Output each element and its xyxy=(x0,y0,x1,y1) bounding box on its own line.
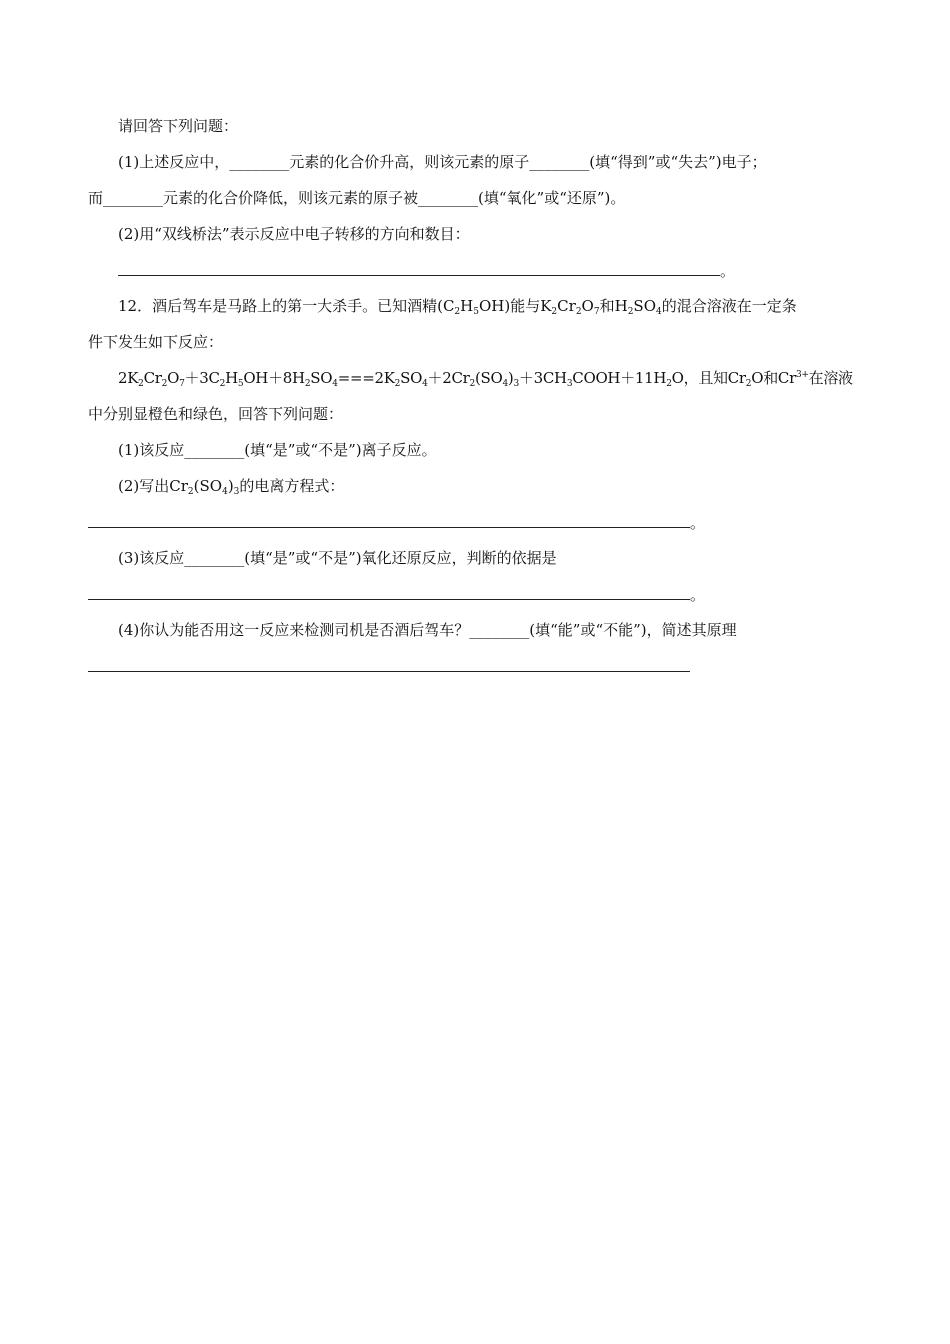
sub-question-4: (4)你认为能否用这一反应来检测司机是否酒后驾车？________(填“能”或“不能”)，简述其原理 xyxy=(118,621,737,639)
sub-question-3: (3)该反应________(填“是”或“不是”)氧化还原反应，判断的依据是 xyxy=(118,549,557,567)
subscript: 2 xyxy=(454,307,461,317)
subscript: 2 xyxy=(627,307,634,317)
subscript: 2 xyxy=(551,307,558,317)
subscript: 4 xyxy=(422,379,428,389)
subscript: 2 xyxy=(187,487,194,497)
subscript: 4 xyxy=(656,307,662,317)
reaction-equation: $2K_2Cr_2O_7+3C_2H_5OH+8H_2SO_4===2K_2SO_4+2Cr_2(SO_4)_3+3CH_3COOH+11H_2O$，且知$Cr_2O$和$Cr^{3+}$在溶液 xyxy=(118,369,853,389)
subscript: 5 xyxy=(473,307,479,317)
subscript: 4 xyxy=(222,487,228,497)
subscript: 2 xyxy=(138,379,144,389)
subscript: 2 xyxy=(161,379,168,389)
answer-prompt: 请回答下列问题： xyxy=(118,117,239,135)
blank-line xyxy=(118,260,720,276)
subscript: 3 xyxy=(233,487,240,497)
period: 。 xyxy=(690,586,706,604)
subscript: 2 xyxy=(469,379,475,389)
answer-line-q2 xyxy=(118,260,735,281)
sub-question-2: (2)写出$Cr_2(SO_4)_3$的电离方程式： xyxy=(118,477,345,497)
question-2: (2)用“双线桥法”表示反应中电子转移的方向和数目： xyxy=(118,225,470,243)
problem-12-intro-line-1: 12．酒后驾车是马路上的第一大杀手。已知酒精$(C_2H_5OH)$能与$K_2Cr_2O_7$和$H_2SO_4$的混合溶液在一定条 xyxy=(118,297,797,317)
subscript: 2 xyxy=(304,379,311,389)
blank-line xyxy=(88,584,690,600)
subscript: 2 xyxy=(219,379,226,389)
blank-line xyxy=(88,512,690,528)
subscript: 4 xyxy=(502,379,508,389)
subscript: 2 xyxy=(745,379,752,389)
subscript: 3 xyxy=(566,379,573,389)
answer-line-sub3 xyxy=(88,584,705,605)
period: 。 xyxy=(720,262,736,280)
subscript: 3 xyxy=(513,379,519,389)
subscript: 2 xyxy=(575,307,582,317)
problem-12-intro-line-2: 件下发生如下反应： xyxy=(88,333,224,351)
sub-question-1: (1)该反应________(填“是”或“不是”)离子反应。 xyxy=(118,441,437,459)
period: 。 xyxy=(690,514,706,532)
blank-line xyxy=(88,656,690,672)
subscript: 2 xyxy=(666,379,672,389)
subscript: 7 xyxy=(179,379,185,389)
question-1-line-2: 而________元素的化合价降低，则该元素的原子被________(填“氧化”或“还原”)。 xyxy=(88,189,626,207)
subscript: 2 xyxy=(394,379,401,389)
problem-12-intro-line-4: 中分别显橙色和绿色，回答下列问题： xyxy=(88,405,344,423)
answer-line-sub4 xyxy=(88,656,690,677)
question-1-line-1: (1)上述反应中，________元素的化合价升高，则该元素的原子________(填“得到”或“失去”)电子； xyxy=(118,153,767,171)
subscript: 7 xyxy=(593,307,600,317)
answer-line-sub2 xyxy=(88,512,705,533)
subscript: 5 xyxy=(237,379,244,389)
subscript: 4 xyxy=(332,379,338,389)
superscript: 3+ xyxy=(795,370,809,380)
